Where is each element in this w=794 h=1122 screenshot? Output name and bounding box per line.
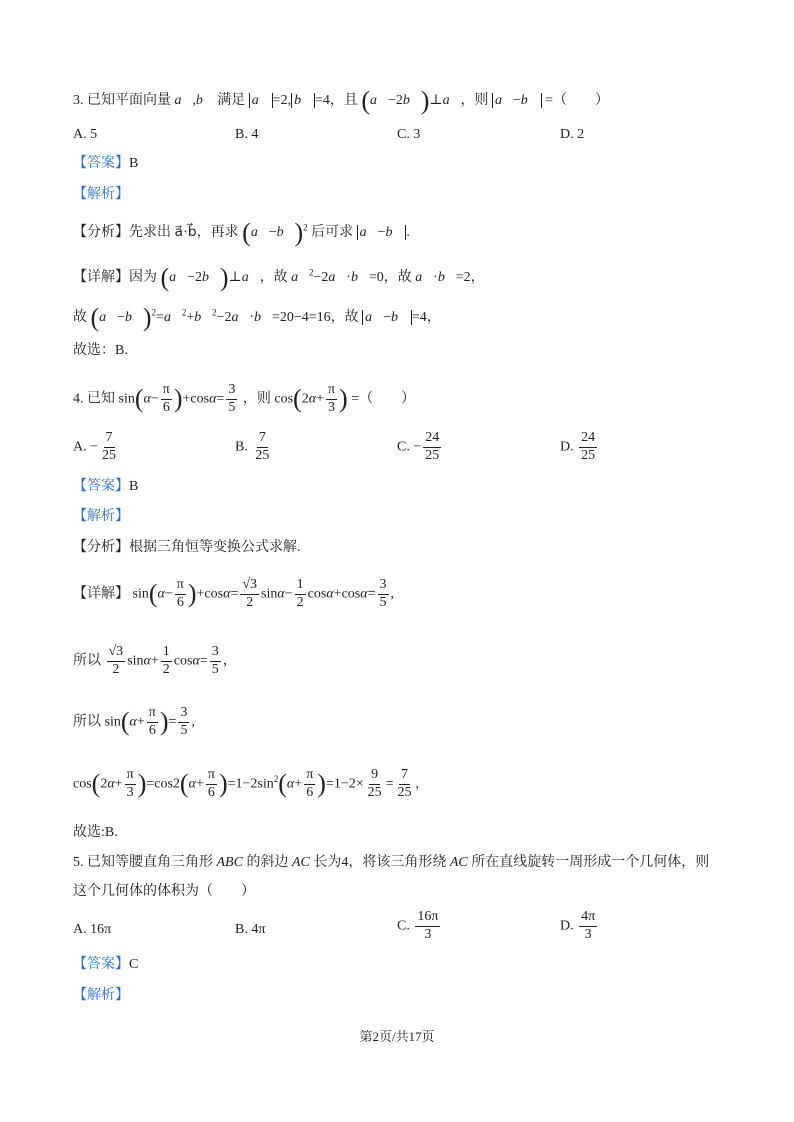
q4-option-b[interactable]: B. $\frac{7}{25}$ — [235, 430, 270, 463]
q4-xiangjie: 【详解】 sin(α− $\frac{\pi}{6}$ )+cosα= $\frac{√3}{2}$ sinα− $\frac{1}{2}$ cosα+cosα= $\frac{3}{5}$ , — [73, 577, 395, 610]
q3-conclusion: 故选：B. — [73, 343, 128, 358]
q4-conclusion: 故选:B. — [73, 825, 118, 840]
q3-answer: 【答案】B — [73, 156, 139, 171]
q5-option-d[interactable]: D. $\frac{4\pi}{3}$ — [560, 909, 596, 942]
q5-stem: 5. 已知等腰直角三角形 ABC 的斜边 AC 长为4，将该三角形绕 AC 所在直线旋转一周形成一个几何体，则 — [73, 855, 710, 870]
q5-stem-line2: 这个几何体的体积为（ ） — [73, 884, 255, 899]
q5-option-b[interactable]: B. 4π — [235, 922, 266, 937]
q3-option-a[interactable]: A. 5 — [73, 127, 98, 142]
q3-analysis-label: 【解析】 — [73, 187, 129, 202]
q3-line2: 故 (a⃗−b⃗)$^2$=a⃗$^2$+b⃗$^2$−2a⃗·b⃗=20−4=16，故 a⃗−b⃗ =4， — [73, 303, 441, 332]
q3-option-d[interactable]: D. 2 — [560, 127, 585, 142]
q4-stem: 4. 已知 sin(α− $\frac{\pi}{6}$ )+cosα= $\frac{3}{5}$ ，则 cos(2α+ $\frac{\pi}{3}$ ) =（ ） — [73, 382, 416, 415]
q3-fenxi: 【分析】先求出 a⃗·b⃗，再求 (a⃗−b⃗)$^2$ 后可求 a⃗−b⃗ . — [73, 218, 410, 247]
q4-answer: 【答案】B — [73, 479, 139, 494]
q5-option-a[interactable]: A. 16π — [73, 922, 112, 937]
q3-option-c[interactable]: C. 3 — [397, 127, 421, 142]
q4-step2: 所以 $\frac{√3}{2}$ sinα+ $\frac{1}{2}$ cosα= $\frac{3}{5}$ ， — [73, 644, 237, 677]
q5-option-c[interactable]: C. $\frac{16\pi}{3}$ — [397, 909, 439, 942]
q3-xiangjie: 【详解】因为 (a⃗−2b⃗)⊥a⃗，故 a⃗$^2$−2a⃗·b⃗=0，故 a⃗·b⃗=2， — [73, 263, 485, 292]
q4-option-a[interactable]: A. − $\frac{7}{25}$ — [73, 430, 117, 463]
page-footer: 第2页/共17页 — [359, 1029, 435, 1044]
q4-fenxi: 【分析】根据三角恒等变换公式求解. — [73, 540, 301, 555]
q3-option-b[interactable]: B. 4 — [235, 127, 259, 142]
q4-step4: cos(2α+ $\frac{\pi}{3}$ )=cos2(α+ $\frac{\pi}{6}$ )$=1-2\sin^2(\alpha+$ $\frac{\pi}{6}$ )=1−2× $\frac{9}{25}$ = $\frac{7}{25}$ , — [73, 767, 420, 800]
q5-answer: 【答案】C — [73, 957, 139, 972]
q4-option-d[interactable]: D. $\frac{24}{25}$ — [560, 430, 596, 463]
q3-stem: 3. 已知平面向量 a⃗,b⃗ 满足 a⃗ =2, b⃗ =4，且 (a⃗−2b⃗)⊥a⃗，则 a⃗−b⃗ =（ ） — [73, 86, 610, 115]
q5-analysis-label: 【解析】 — [73, 988, 129, 1003]
q4-step3: 所以 sin(α+ $\frac{\pi}{6}$ )= $\frac{3}{5}$ , — [73, 705, 195, 738]
q4-analysis-label: 【解析】 — [73, 509, 129, 524]
q4-option-c[interactable]: C. − $\frac{24}{25}$ — [397, 430, 440, 463]
